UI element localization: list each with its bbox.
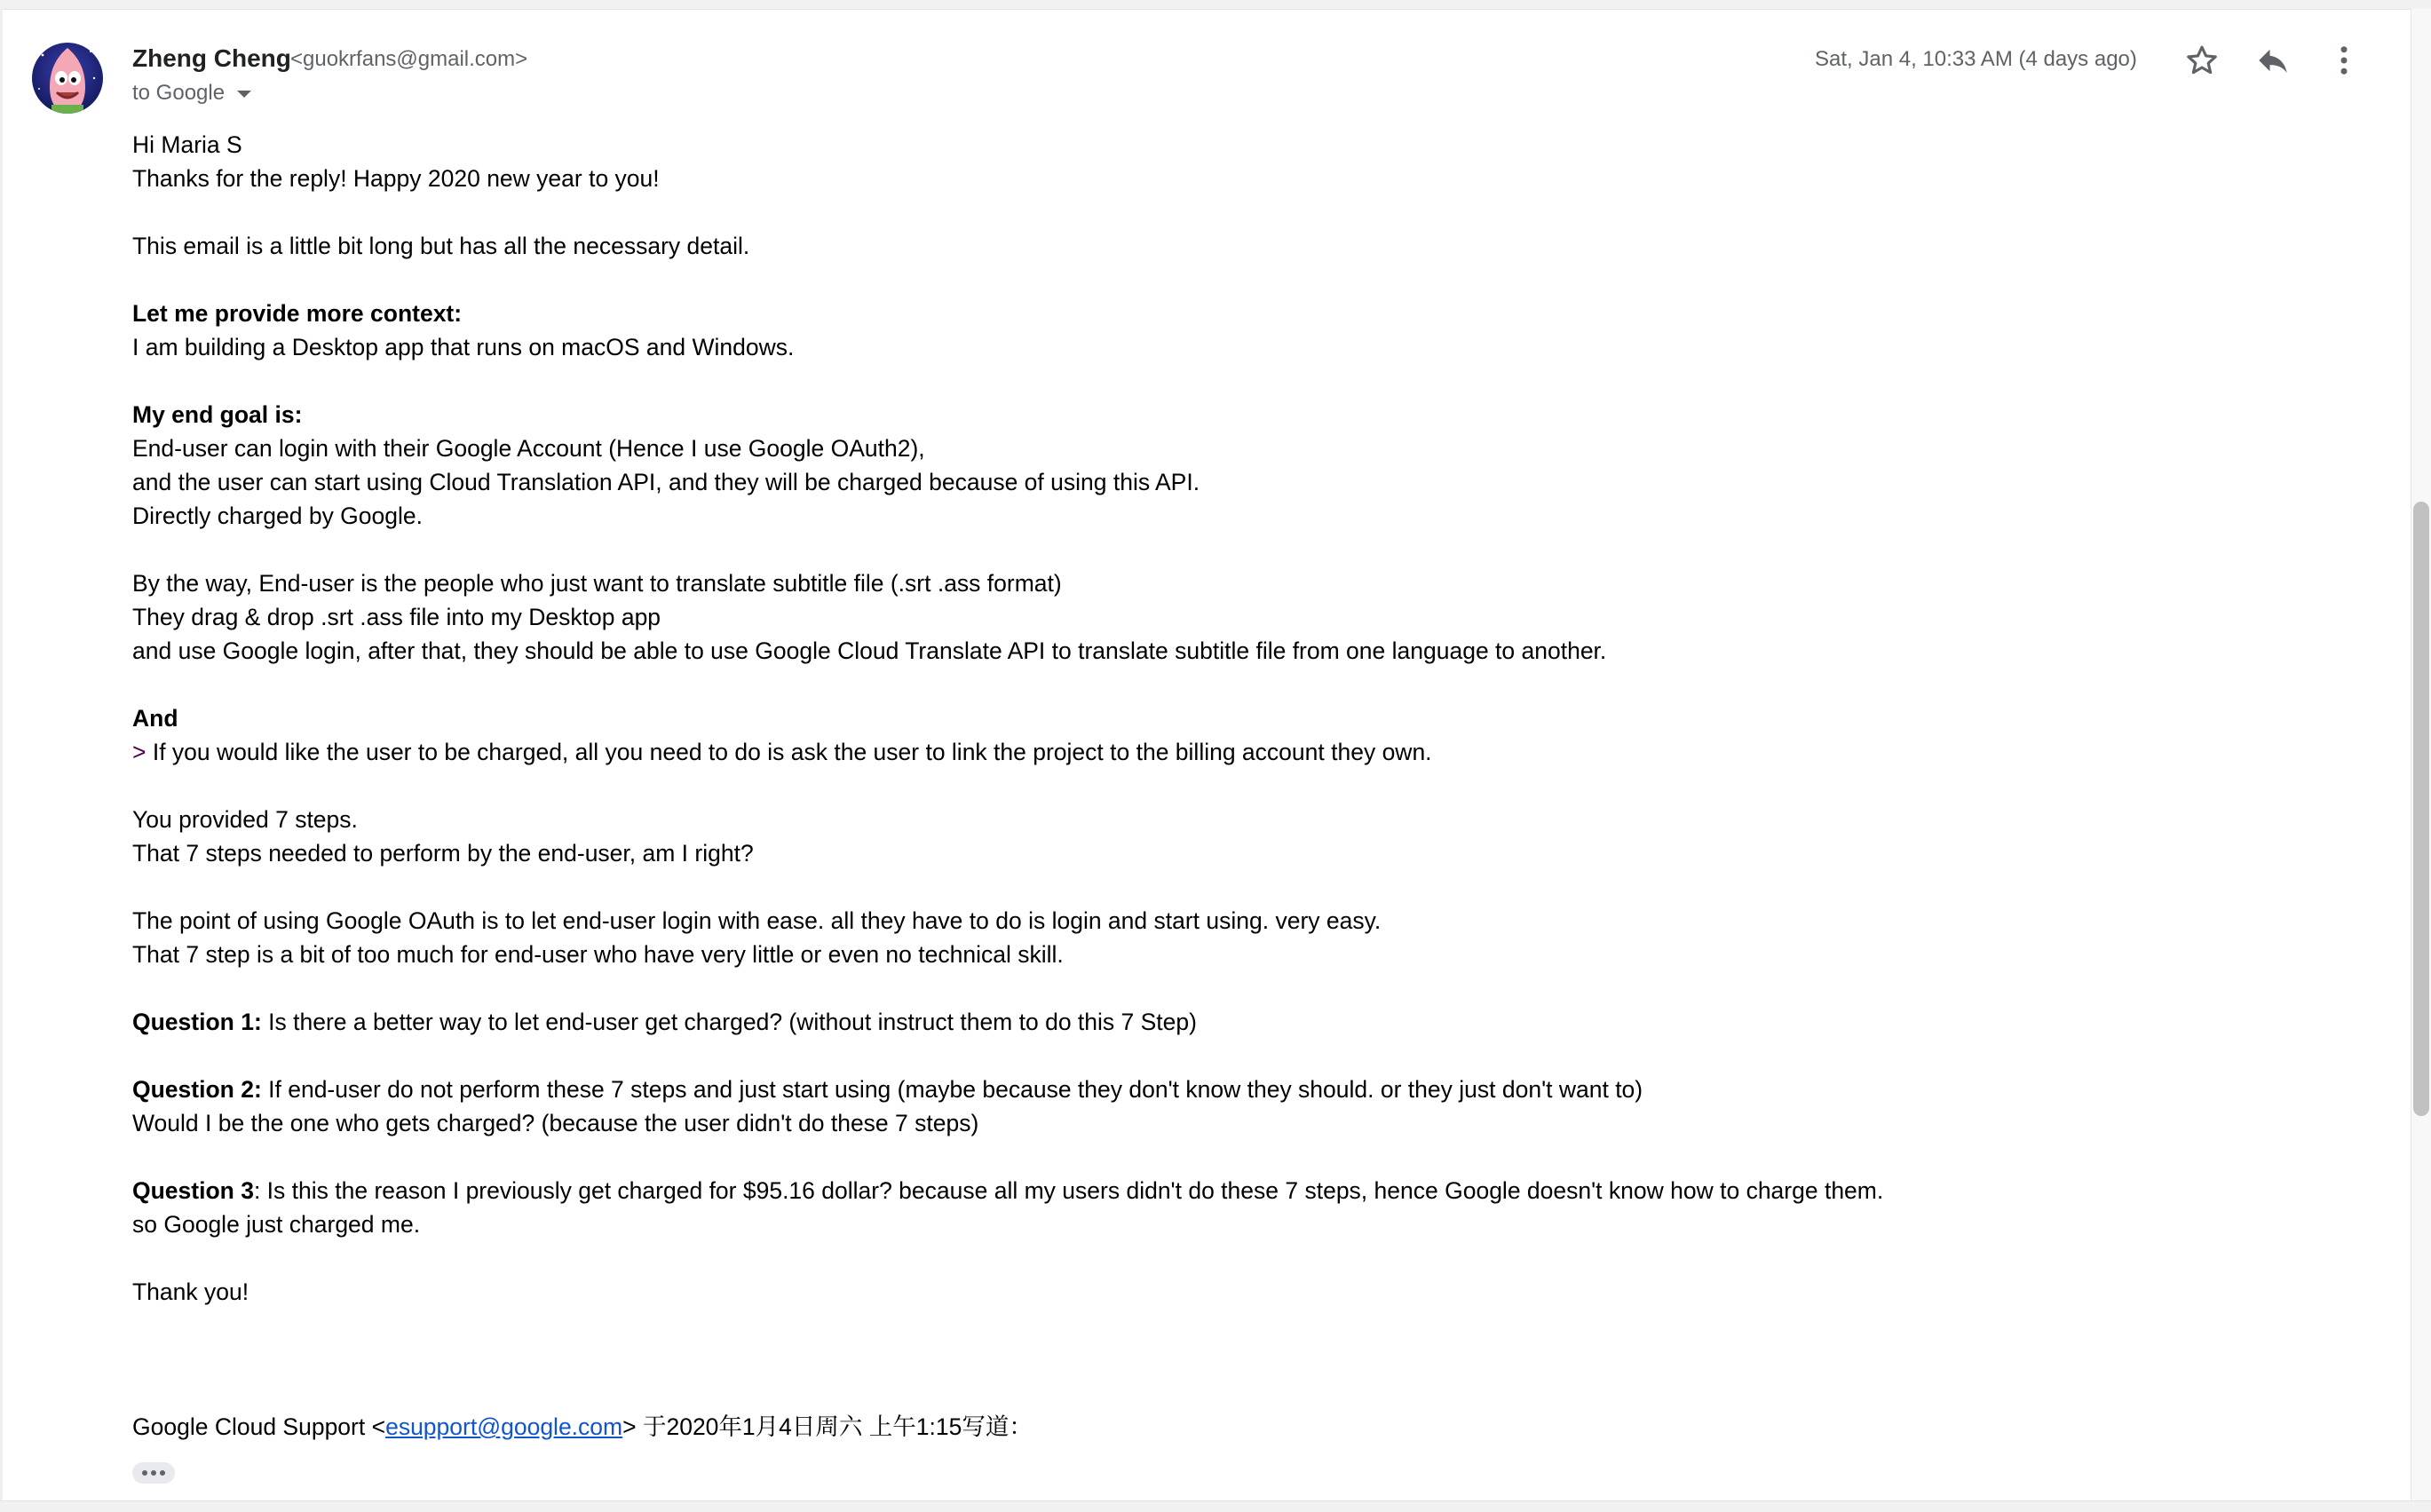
question-3-text: : Is this the reason I previously get charged for $95.16 dollar? because all my users didn't do these 7 steps, hence Google doesn't know how to charge them. <box>253 1177 1884 1204</box>
body-line: You provided 7 steps. <box>132 806 358 833</box>
show-trimmed-content-button[interactable] <box>132 1462 175 1484</box>
sender-name[interactable]: Zheng Cheng <box>132 44 291 72</box>
more-vert-icon <box>2325 42 2363 79</box>
body-line: That 7 step is a bit of too much for end-user who have very little or even no technical skill. <box>132 941 1064 968</box>
question-1-text: Is there a better way to let end-user get charged? (without instruct them to do this 7 Step) <box>261 1009 1197 1035</box>
sender-email: <guokrfans@gmail.com> <box>290 47 528 71</box>
more-options-button[interactable] <box>2319 36 2369 85</box>
question-2 <box>132 1073 2263 1106</box>
sign-off: Thank you! <box>132 1278 249 1305</box>
context-heading: Let me provide more context: <box>132 300 463 327</box>
sender-avatar[interactable] <box>32 43 103 114</box>
reply-button[interactable] <box>2248 36 2298 85</box>
goal-heading: My end goal is: <box>132 401 303 428</box>
star-icon <box>2183 42 2221 79</box>
message-body <box>132 128 2263 1444</box>
reply-icon <box>2254 42 2292 79</box>
body-line: That 7 steps needed to perform by the end-user, am I right? <box>132 840 754 867</box>
question-2-label: Question 2: <box>132 1076 262 1103</box>
and-heading: And <box>132 705 178 732</box>
body-line: End-user can login with their Google Account (Hence I use Google OAuth2), <box>132 435 925 462</box>
scrollbar-thumb[interactable] <box>2413 502 2429 1116</box>
recipients-toggle[interactable]: to Google <box>132 81 226 105</box>
star-button[interactable] <box>2177 36 2227 85</box>
body-line: Would I be the one who gets charged? (because the user didn't do these 7 steps) <box>132 1110 979 1136</box>
left-window-edge <box>0 9 3 1500</box>
ellipsis-dot <box>160 1470 165 1476</box>
greeting: Hi Maria S <box>132 131 242 158</box>
chevron-down-icon[interactable] <box>237 91 251 98</box>
question-3-label: Question 3 <box>132 1177 254 1204</box>
body-line: and use Google login, after that, they should be able to use Google Cloud Translate API to translate subtitle file from one language to another. <box>132 637 1607 664</box>
attribution-prefix: Google Cloud Support < <box>132 1413 386 1440</box>
body-line: Thanks for the reply! Happy 2020 new year to you! <box>132 165 660 192</box>
body-line: The point of using Google OAuth is to let end-user login with ease. all they have to do is login and start using. very easy. <box>132 907 1382 934</box>
body-line: By the way, End-user is the people who just want to translate subtitle file (.srt .ass format) <box>132 570 1062 597</box>
support-email-link[interactable]: esupport@google.com <box>385 1413 623 1440</box>
quote-marker: > <box>132 739 146 765</box>
bottom-window-edge <box>0 1500 2431 1512</box>
body-line: They drag & drop .srt .ass file into my Desktop app <box>132 604 661 630</box>
body-line: Directly charged by Google. <box>132 503 423 529</box>
quoted-text: If you would like the user to be charged, all you need to do is ask the user to link the project to the billing account they own. <box>146 739 1432 765</box>
quote-attribution <box>132 1410 2263 1444</box>
question-1 <box>132 1005 2263 1039</box>
vertical-scrollbar[interactable] <box>2411 9 2431 1500</box>
message-date: Sat, Jan 4, 10:33 AM (4 days ago) <box>1815 47 2137 71</box>
body-line: and the user can start using Cloud Translation API, and they will be charged because of using this API. <box>132 469 1200 495</box>
body-line: This email is a little bit long but has all the necessary detail. <box>132 233 750 259</box>
ellipsis-dot <box>142 1470 147 1476</box>
question-1-label: Question 1: <box>132 1009 262 1035</box>
body-line: I am building a Desktop app that runs on macOS and Windows. <box>132 334 795 360</box>
quoted-line <box>132 735 2263 769</box>
question-2-text: If end-user do not perform these 7 steps and just start using (maybe because they don't know they should. or they just don't want to) <box>261 1076 1643 1103</box>
avatar-image <box>32 43 103 114</box>
body-line: so Google just charged me. <box>132 1211 421 1238</box>
attribution-suffix: > 于2020年1月4日周六 上午1:15写道： <box>622 1413 1033 1440</box>
top-window-edge <box>0 0 2431 10</box>
question-3 <box>132 1174 2263 1207</box>
ellipsis-dot <box>151 1470 156 1476</box>
